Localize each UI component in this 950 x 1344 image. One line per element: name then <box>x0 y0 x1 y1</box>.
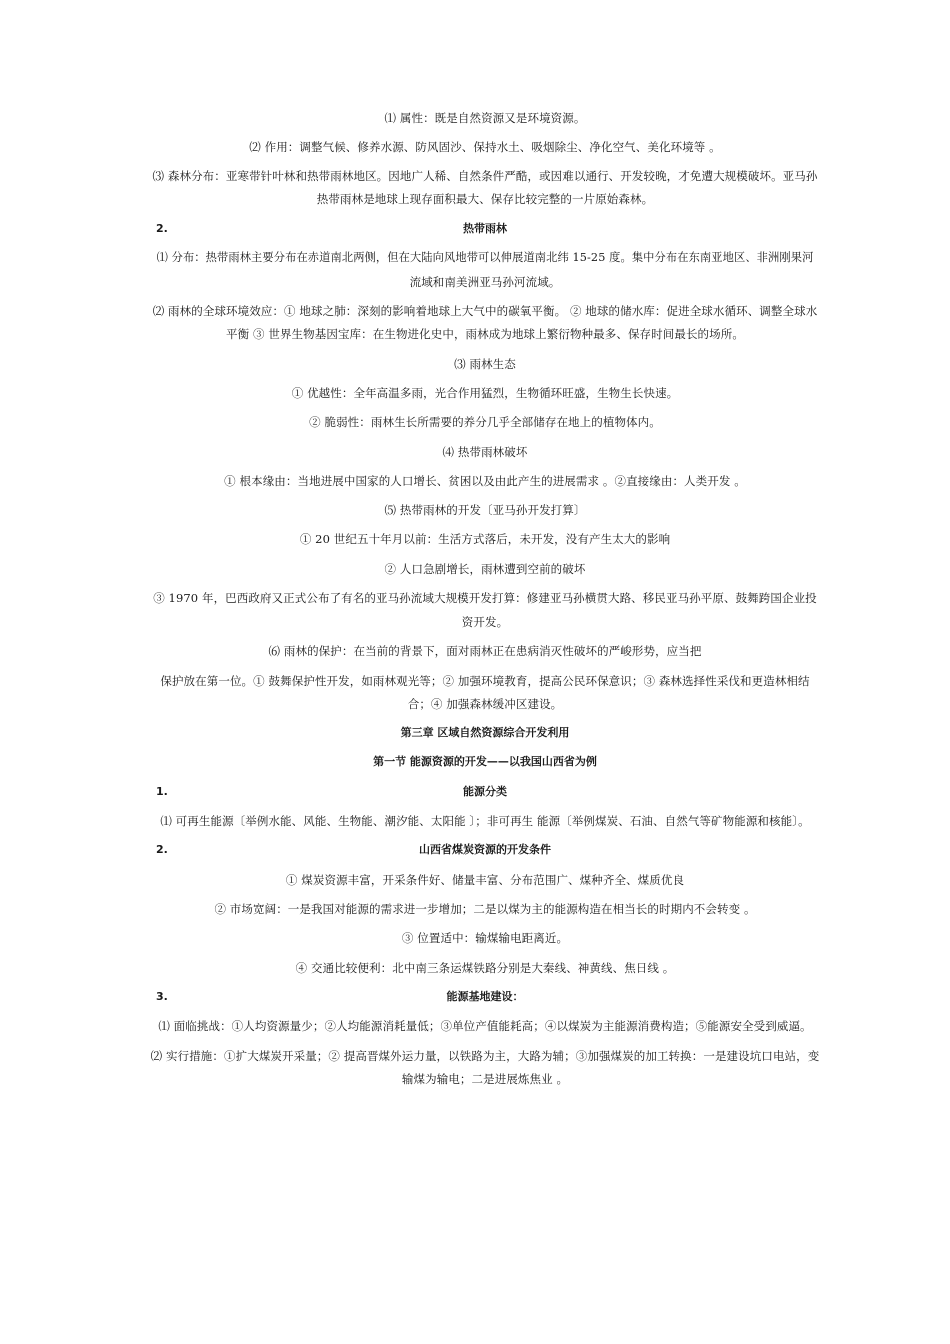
development-stage-2: ② 人口急剧增长，雨林遭到空前的破坏 <box>384 562 586 576</box>
rainforest-advantage-line: ① 优越性：全年高温多雨，光合作用猛烈，生物循环旺盛，生物生长快速。 <box>291 386 679 400</box>
coal-condition-3: ③ 位置适中：输煤输电距离近。 <box>401 931 569 945</box>
rainforest-ecology-heading: ⑶ 雨林生态 <box>454 357 516 371</box>
section-number: 1. <box>156 785 168 798</box>
forest-function-line: ⑵ 作用：调整气候、修养水源、防风固沙、保持水土、吸烟除尘、净化空气、美化环境等 。 <box>249 140 721 154</box>
rainforest-protection-line-3: 合；④ 加强森林缓冲区建设。 <box>407 697 563 711</box>
development-stage-3-cont: 资开发。 <box>461 615 509 629</box>
rainforest-fragility-line: ② 脆弱性：雨林生长所需要的养分几乎全部储存在地上的植物体内。 <box>309 415 661 429</box>
section-heading: 能源分类 <box>463 785 507 798</box>
forest-distribution-line-2: 热带雨林是地球上现存面积最大、保存比较完整的一片原始森林。 <box>316 192 654 206</box>
rainforest-effect-line-2: 平衡 ③ 世界生物基因宝库：在生物进化史中，雨林成为地球上繁衍物种最多、保存时间最长的场所。 <box>226 327 744 341</box>
rainforest-protection-line-2: 保护放在第一位。① 鼓舞保护性开发，如雨林观光等；② 加强环境教育，提高公民环保意识；③ 森林选择性采伐和更造林相结 <box>160 674 810 688</box>
section-heading: 热带雨林 <box>463 222 507 235</box>
energy-measures-line-2: 输煤为输电；二是进展炼焦业 。 <box>401 1072 569 1086</box>
energy-challenge-line: ⑴ 面临挑战：①人均资源量少；②人均能源消耗量低；③单位产值能耗高；④以煤炭为主能源消费构造；⑤能源安全受到威逼。 <box>158 1019 812 1033</box>
energy-classification-line: ⑴ 可再生能源〔举例水能、风能、生物能、潮汐能、太阳能 〕；非可再生 能源〔举例煤炭、石油、自然气等矿物能源和核能〕。 <box>160 814 810 828</box>
chapter-title: 第三章 区域自然资源综合开发利用 <box>400 726 570 739</box>
rainforest-distribution-line: ⑴ 分布：热带雨林主要分布在赤道南北两侧，但在大陆向风地带可以伸展道南北纬 15-25 度。集中分布在东南亚地区、非洲刚果河 <box>156 251 814 264</box>
rainforest-effect-line: ⑵ 雨林的全球环境效应：① 地球之肺：深刻的影响着地球上大气中的碳氧平衡。 ② 地球的储水库：促进全球水循环、调整全球水 <box>152 304 818 318</box>
section-heading: 能源基地建设： <box>446 990 524 1003</box>
coal-condition-1: ① 煤炭资源丰富，开采条件好、储量丰富、分布范围广、煤种齐全、煤质优良 <box>285 873 685 887</box>
coal-condition-4: ④ 交通比较便利：北中南三条运煤铁路分别是大秦线、神黄线、焦日线 。 <box>295 961 675 975</box>
rainforest-distribution-line-2: 流域和南美洲亚马孙河流域。 <box>409 275 561 289</box>
section-heading: 山西省煤炭资源的开发条件 <box>419 843 551 856</box>
energy-measures-line: ⑵ 实行措施：①扩大煤炭开采量；② 提高晋煤外运力量，以铁路为主，大路为辅；③加强煤炭的加工转换：一是建设坑口电站，变 <box>150 1049 820 1063</box>
section-number: 2. <box>156 843 168 856</box>
rainforest-development-heading: ⑸ 热带雨林的开发〔亚马孙开发打算〕 <box>384 503 586 517</box>
development-stage-1: ① 20 世纪五十年月以前：生活方式落后，未开发，没有产生太大的影响 <box>299 532 671 546</box>
rainforest-destruction-heading: ⑷ 热带雨林破坏 <box>442 445 528 459</box>
forest-attribute-line: ⑴ 属性：既是自然资源又是环境资源。 <box>384 111 586 125</box>
development-stage-3: ③ 1970 年，巴西政府又正式公布了有名的亚马孙流域大规模开发打算：修建亚马孙横贯大路、移民亚马孙平原、鼓舞跨国企业投 <box>153 591 817 605</box>
rainforest-cause-line: ① 根本缘由：当地进展中国家的人口增长、贫困以及由此产生的进展需求 。②直接缘由：人类开发 。 <box>224 474 746 488</box>
rainforest-protection-line: ⑹ 雨林的保护：在当前的背景下，面对雨林正在患病消灭性破坏的严峻形势，应当把 <box>268 644 702 658</box>
section-number: 2. <box>156 222 168 235</box>
section-number: 3. <box>156 990 168 1003</box>
section-title: 第一节 能源资源的开发——以我国山西省为例 <box>373 755 597 768</box>
coal-condition-2: ② 市场宽阔：一是我国对能源的需求进一步增加；二是以煤为主的能源构造在相当长的时期内不会转变 。 <box>214 902 756 916</box>
forest-distribution-line: ⑶ 森林分布：亚寒带针叶林和热带雨林地区。因地广人稀、自然条件严酷，或因难以通行、开发较晚，才免遭大规模破坏。亚马孙 <box>152 169 818 183</box>
